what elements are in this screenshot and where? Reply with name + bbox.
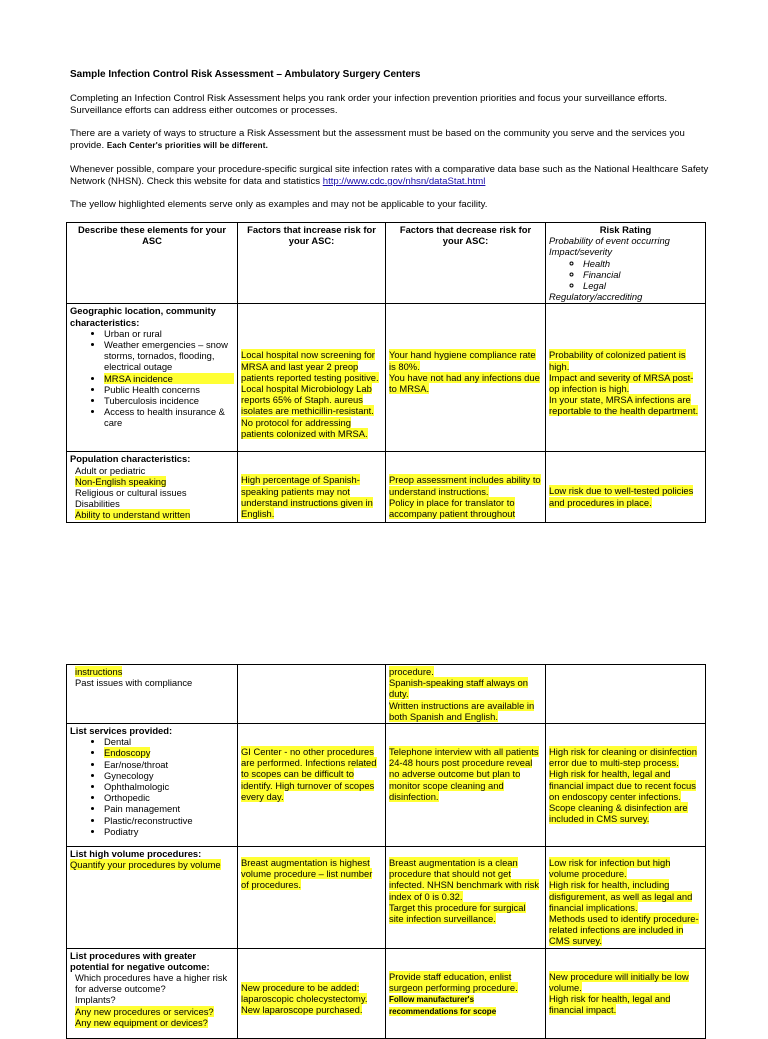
volume-increase-cell — [238, 847, 386, 949]
population-item: Past issues with compliance — [75, 677, 193, 689]
intro-paragraph-1: Completing an Infection Control Risk Assessment helps you rank order your infection prevention priorities and focus your surveillance efforts. Surveillance efforts can address either outcomes or processes. — [70, 93, 668, 116]
risk-rating-impact: Impact/severity — [549, 246, 613, 258]
header-describe-elements: Describe these elements for your ASC — [67, 223, 238, 304]
population-continued-decrease-cell — [386, 665, 546, 724]
services-rating-text: High risk for cleaning or disinfection error due to multi-step process. High risk for health, legal and financial impact due to recent focus on endoscopy center infections. Scope cleaning & disinfection are included in CMS survey. — [549, 746, 697, 825]
list-item: ◦ Health — [583, 258, 702, 269]
header-increase-risk: Factors that increase risk for your ASC: — [238, 223, 386, 304]
services-decrease-text: Telephone interview with all patients 24-48 hours post procedure reveal no adverse outcome but plan to monitor scope cleaning and disinfection. — [389, 746, 539, 802]
negative-outcome-increase-cell — [238, 948, 386, 1038]
list-item: • Gynecology — [104, 770, 234, 781]
list-item-text: Endoscopy — [104, 747, 151, 759]
intro-paragraph-2-note: Each Center's priorities will be different. — [106, 141, 269, 150]
population-item — [70, 666, 234, 677]
list-item: • Weather emergencies – snow storms, tornados, flooding, electrical outage — [104, 339, 234, 373]
nhsn-data-link[interactable]: http://www.cdc.gov/nhsn/dataStat.html — [322, 176, 486, 187]
services-decrease-cell — [386, 724, 546, 847]
population-item: Adult or pediatric — [75, 464, 146, 476]
negative-outcome-increase-text: New procedure to be added: laparoscopic cholecystectomy. New laparoscope purchased. — [241, 981, 368, 1016]
list-item: • Pain management — [104, 803, 234, 814]
services-heading: List services provided: — [70, 725, 173, 737]
volume-rating-cell — [546, 847, 706, 949]
list-item: • Dental — [104, 736, 234, 747]
list-item: ◦ Legal — [583, 280, 702, 291]
intro-paragraph-2-text: There are a variety of ways to structure a Risk Assessment but the assessment must be based on the community you serve and the services you provide. — [70, 128, 685, 151]
geographic-cell — [67, 304, 238, 452]
geographic-list — [70, 328, 234, 429]
volume-heading: List high volume procedures: — [70, 848, 202, 860]
population-continued-increase-cell — [238, 665, 386, 724]
intro-paragraph-4: The yellow highlighted elements serve only as examples and may not be applicable to your facility. — [70, 199, 488, 210]
population-item-text: Non-English speaking — [75, 475, 167, 487]
population-item — [70, 476, 234, 487]
volume-subtext — [70, 859, 234, 870]
list-item: • Public Health concerns — [104, 384, 234, 395]
population-rating-cell — [546, 452, 706, 522]
volume-rating-text: Low risk for infection but high volume procedure. High risk for health, including disfigurement, as well as legal and financial implications. Methods used to identify procedure-related infections are included in CMS survey. — [549, 857, 699, 947]
list-item: • MRSA incidence — [104, 373, 234, 384]
negative-outcome-line — [70, 1017, 234, 1028]
geographic-decrease-text: Your hand hygiene compliance rate is 80%. You have not had any infections due to MRSA. — [389, 349, 540, 395]
negative-outcome-line-text: Any new equipment or devices? — [75, 1016, 208, 1028]
population-increase-cell — [238, 452, 386, 522]
population-decrease-text: Preop assessment includes ability to understand instructions. Policy in place for translator to accompany patient throughout — [389, 474, 541, 520]
list-item — [104, 747, 234, 758]
risk-assessment-table-part-2 — [66, 664, 706, 1039]
negative-outcome-rating-text: New procedure will initially be low volume. High risk for health, legal and financial impact. — [549, 970, 689, 1016]
table-row-services — [67, 724, 706, 847]
population-cell — [67, 452, 238, 522]
negative-outcome-line: Which procedures have a higher risk for adverse outcome? — [75, 972, 228, 995]
population-continued-decrease-text: procedure. Spanish-speaking staff always on duty. Written instructions are available in both Spanish and English. — [389, 666, 535, 722]
volume-decrease-cell — [386, 847, 546, 949]
list-item: • Plastic/reconstructive — [104, 815, 234, 826]
services-cell — [67, 724, 238, 847]
negative-outcome-line: Implants? — [75, 994, 116, 1006]
negative-outcome-decrease-note: Follow manufacturer's recommendations for scope — [389, 995, 497, 1017]
negative-outcome-cell — [67, 948, 238, 1038]
population-item-text: Ability to understand written — [75, 509, 191, 521]
risk-rating-title: Risk Rating — [599, 224, 652, 235]
header-decrease-risk: Factors that decrease risk for your ASC: — [386, 223, 546, 304]
population-continued-rating-cell — [546, 665, 706, 724]
volume-increase-text: Breast augmentation is highest volume procedure – list number of procedures. — [241, 857, 373, 891]
header-risk-rating — [546, 223, 706, 304]
table-row-geographic — [67, 304, 706, 452]
list-item: • Ear/nose/throat — [104, 759, 234, 770]
geographic-heading: Geographic location, community characteristics: — [70, 305, 216, 328]
list-item: ◦ Financial — [583, 269, 702, 280]
risk-assessment-table-part-1 — [66, 222, 706, 523]
list-item: • Urban or rural — [104, 328, 234, 339]
negative-outcome-decrease-text: Provide staff education, enlist surgeon performing procedure. — [389, 970, 518, 993]
volume-cell — [67, 847, 238, 949]
list-item: • Orthopedic — [104, 792, 234, 803]
geographic-decrease-cell — [386, 304, 546, 452]
negative-outcome-line-text: Any new procedures or services? — [75, 1005, 214, 1017]
list-item: • Podiatry — [104, 826, 234, 837]
population-rating-text: Low risk due to well-tested policies and procedures in place. — [549, 485, 694, 508]
table-row-population — [67, 452, 706, 522]
intro-paragraph-2 — [70, 128, 710, 152]
services-rating-cell — [546, 724, 706, 847]
population-heading: Population characteristics: — [70, 453, 191, 465]
volume-subtext-text: Quantify your procedures by volume — [70, 859, 221, 871]
table-row-volume — [67, 847, 706, 949]
population-increase-text: High percentage of Spanish-speaking patients may not understand instructions given in English. — [241, 474, 373, 520]
risk-rating-regulatory: Regulatory/accrediting — [549, 291, 643, 303]
geographic-rating-text: Probability of colonized patient is high. Impact and severity of MRSA post-op infection is high. In your state, MRSA infections are reportable to the health department. — [549, 349, 699, 417]
services-list — [70, 736, 234, 837]
population-item — [70, 509, 234, 520]
risk-rating-probability: Probability of event occurring — [549, 235, 670, 247]
population-continued-cell — [67, 665, 238, 724]
table-row-negative-outcome — [67, 948, 706, 1038]
document-title: Sample Infection Control Risk Assessment – Ambulatory Surgery Centers — [70, 69, 421, 80]
population-item: Disabilities — [75, 498, 120, 510]
table-row-population-continued — [67, 665, 706, 724]
services-increase-cell — [238, 724, 386, 847]
negative-outcome-heading: List procedures with greater potential for negative outcome: — [70, 949, 210, 972]
list-item: • Tuberculosis incidence — [104, 395, 234, 406]
geographic-rating-cell — [546, 304, 706, 452]
risk-rating-impact-list — [549, 258, 702, 292]
intro-paragraph-3-text: Whenever possible, compare your procedure-specific surgical site infection rates with a comparative data base such as the National Healthcare Safety Network (NHSN). Check this website for data and statistics — [70, 164, 709, 187]
list-item: • Ophthalmologic — [104, 781, 234, 792]
geographic-increase-cell — [238, 304, 386, 452]
list-item: • Access to health insurance & care — [104, 406, 234, 428]
table-header-row — [67, 223, 706, 304]
geographic-increase-text: Local hospital now screening for MRSA and last year 2 preop patients reported testing positive. Local hospital Microbiology Lab reports 65% of Staph. aureus isolates are methicillin-resistant. No protocol for addressing patients colonized with MRSA. — [241, 349, 379, 439]
intro-paragraph-3 — [70, 164, 710, 188]
negative-outcome-decrease-cell — [386, 948, 546, 1038]
population-item-text: instructions — [75, 666, 123, 677]
services-increase-text: GI Center - no other procedures are performed. Infections related to scopes can be difficult to identify. High turnover of scopes every day. — [241, 746, 377, 802]
negative-outcome-line — [70, 1006, 234, 1017]
negative-outcome-rating-cell — [546, 948, 706, 1038]
population-item: Religious or cultural issues — [75, 487, 187, 499]
volume-decrease-text: Breast augmentation is a clean procedure that should not get infected. NHSN benchmark with risk index of 0 is 0.32. Target this procedure for surgical site infection surveillance. — [389, 857, 540, 925]
population-decrease-cell — [386, 452, 546, 522]
